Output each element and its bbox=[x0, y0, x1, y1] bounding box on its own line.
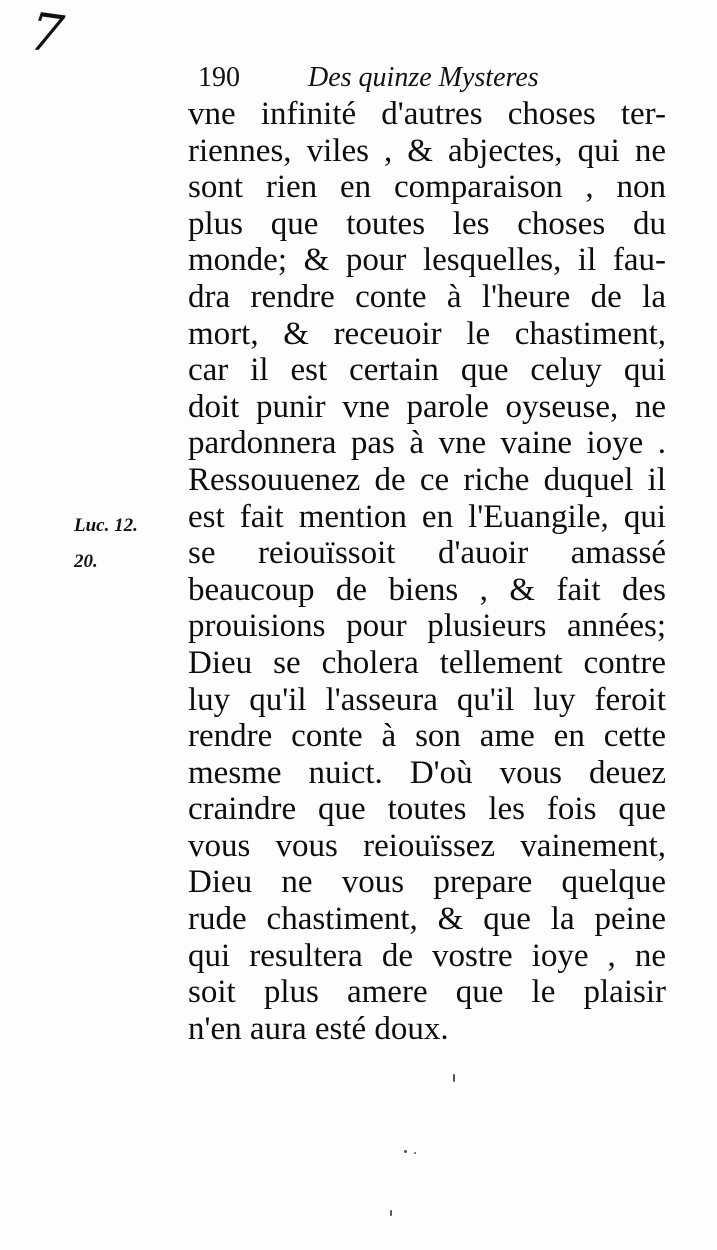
ink-speck bbox=[453, 1074, 455, 1082]
text-line: se reiouïssoit d'auoir amassé bbox=[188, 535, 666, 572]
text-line: Ressouuenez de ce riche duquel il bbox=[188, 461, 666, 498]
text-line: pardonnera pas à vne vaine ioye . bbox=[188, 425, 666, 462]
text-line: soit plus amere que le plaisir bbox=[188, 974, 666, 1011]
text-line: est fait mention en l'Euangile, qui bbox=[188, 498, 666, 535]
ink-speck bbox=[390, 1210, 392, 1216]
ink-speck bbox=[414, 1152, 416, 1154]
ink-speck bbox=[404, 1150, 407, 1153]
text-line: vous vous reiouïssez vainement, bbox=[188, 827, 666, 864]
text-line: rendre conte à son ame en cette bbox=[188, 718, 666, 755]
text-line: Dieu se cholera tellement contre bbox=[188, 644, 666, 681]
text-line: Dieu ne vous prepare quelque bbox=[188, 864, 666, 901]
text-line: doit punir vne parole oyseuse, ne bbox=[188, 388, 666, 425]
margin-reference-line: Luc. 12. bbox=[74, 515, 138, 536]
text-line: mort, & receuoir le chastiment, bbox=[188, 315, 666, 352]
margin-reference-line: 20. bbox=[74, 551, 98, 572]
text-line: dra rendre conte à l'heure de la bbox=[188, 278, 666, 315]
text-line: monde; & pour lesquelles, il fau- bbox=[188, 242, 666, 279]
text-line: craindre que toutes les fois que bbox=[188, 791, 666, 828]
text-line: sont rien en comparaison , non bbox=[188, 169, 666, 206]
page-header bbox=[198, 62, 539, 94]
text-line: plus que toutes les choses du bbox=[188, 205, 666, 242]
text-line: n'en aura esté doux. bbox=[188, 1010, 449, 1047]
text-line: riennes, viles , & abjectes, qui ne bbox=[188, 132, 666, 169]
text-line: prouisions pour plusieurs années; bbox=[188, 608, 666, 645]
text-line: luy qu'il l'asseura qu'il luy feroit bbox=[188, 681, 666, 718]
margin-reference bbox=[74, 508, 184, 580]
text-line: car il est certain que celuy qui bbox=[188, 352, 666, 389]
text-line: mesme nuict. D'où vous deuez bbox=[188, 754, 666, 791]
text-line: rude chastiment, & que la peine bbox=[188, 901, 666, 938]
page-number: 190 bbox=[198, 62, 240, 93]
body-text bbox=[188, 96, 666, 1047]
text-line: qui resultera de vostre ioye , ne bbox=[188, 937, 666, 974]
running-head: Des quinze Mysteres bbox=[308, 62, 539, 93]
corner-mark: 7 bbox=[25, 1, 68, 67]
text-line: vne infinité d'autres choses ter- bbox=[188, 96, 666, 132]
text-line: beaucoup de biens , & fait des bbox=[188, 571, 666, 608]
